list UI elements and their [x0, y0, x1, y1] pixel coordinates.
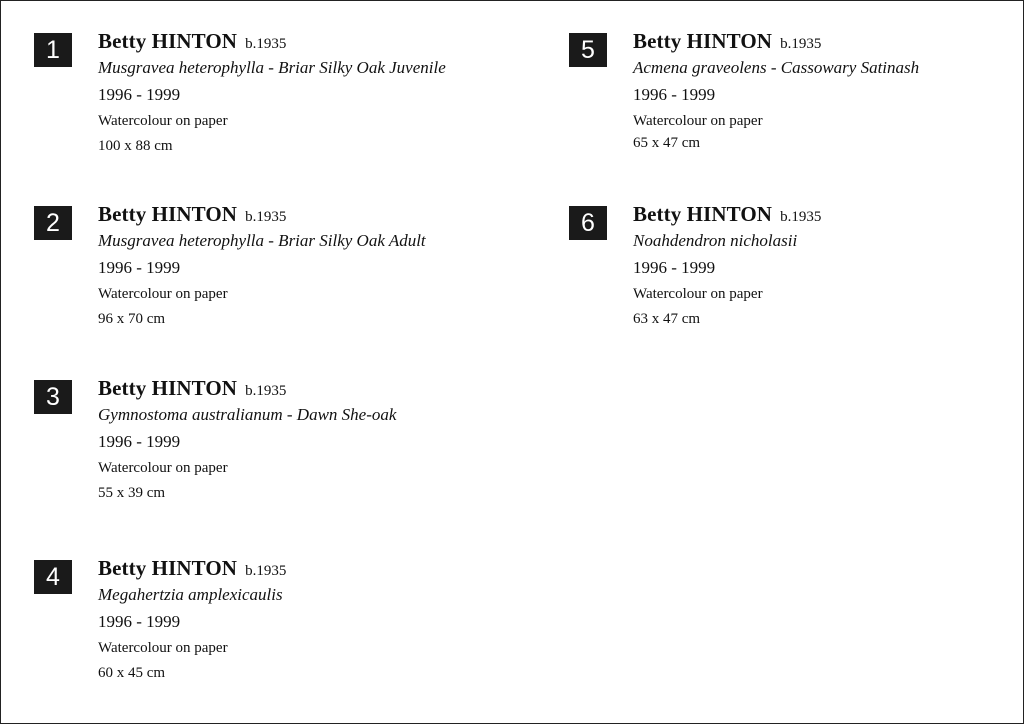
artwork-medium: Watercolour on paper	[98, 286, 228, 302]
artwork-date: 1996 - 1999	[98, 85, 181, 104]
artist-name: Betty HINTON	[98, 376, 238, 400]
artwork-medium: Watercolour on paper	[98, 113, 228, 129]
entry-number-badge: 3	[34, 380, 72, 414]
artist-birth-year: b.1935	[780, 209, 822, 225]
artist-name: Betty HINTON	[98, 29, 238, 53]
artwork-entry-3	[46, 376, 538, 504]
artwork-date: 1996 - 1999	[98, 612, 181, 631]
artwork-title: Megahertzia amplexicaulis	[98, 585, 283, 604]
artist-birth-year: b.1935	[245, 563, 287, 579]
artist-name: Betty HINTON	[98, 202, 238, 226]
artwork-medium: Watercolour on paper	[633, 113, 763, 129]
artwork-dimensions: 55 x 39 cm	[98, 485, 166, 501]
artist-birth-year: b.1935	[245, 383, 287, 399]
artwork-title: Gymnostoma australianum - Dawn She-oak	[98, 405, 397, 424]
artwork-title: Acmena graveolens - Cassowary Satinash	[633, 58, 920, 77]
artist-name: Betty HINTON	[633, 29, 773, 53]
artwork-dimensions: 65 x 47 cm	[633, 135, 701, 151]
artwork-date: 1996 - 1999	[98, 432, 181, 451]
artist-birth-year: b.1935	[245, 209, 287, 225]
artist-name: Betty HINTON	[633, 202, 773, 226]
entry-heading	[98, 556, 538, 582]
entry-number-badge: 1	[34, 33, 72, 67]
entry-number-badge: 5	[569, 33, 607, 67]
artwork-title: Musgravea heterophylla - Briar Silky Oak Adult	[98, 231, 426, 250]
artwork-date: 1996 - 1999	[633, 258, 716, 277]
artist-name: Betty HINTON	[98, 556, 238, 580]
artwork-medium: Watercolour on paper	[98, 640, 228, 656]
artist-birth-year: b.1935	[780, 36, 822, 52]
artwork-entry-1	[46, 29, 538, 157]
artwork-entry-2	[46, 202, 538, 330]
artwork-entry-4	[46, 556, 538, 684]
artwork-entry-5	[581, 29, 1024, 157]
artwork-date: 1996 - 1999	[633, 85, 716, 104]
entry-number-badge: 6	[569, 206, 607, 240]
artwork-title: Musgravea heterophylla - Briar Silky Oak Juvenile	[98, 58, 446, 77]
entry-heading	[98, 29, 538, 55]
artwork-medium: Watercolour on paper	[98, 460, 228, 476]
entry-number-badge: 2	[34, 206, 72, 240]
artwork-dimensions: 63 x 47 cm	[633, 311, 701, 327]
artwork-dimensions: 60 x 45 cm	[98, 665, 166, 681]
artwork-dimensions: 100 x 88 cm	[98, 138, 173, 154]
artwork-dimensions: 96 x 70 cm	[98, 311, 166, 327]
entry-heading	[98, 202, 538, 228]
artwork-medium: Watercolour on paper	[633, 286, 763, 302]
entry-number-badge: 4	[34, 560, 72, 594]
artwork-title: Noahdendron nicholasii	[633, 231, 798, 250]
artist-birth-year: b.1935	[245, 36, 287, 52]
entry-heading	[633, 202, 1024, 228]
entry-heading	[98, 376, 538, 402]
artwork-date: 1996 - 1999	[98, 258, 181, 277]
entry-heading	[633, 29, 1024, 55]
artwork-entry-6	[581, 202, 1024, 330]
